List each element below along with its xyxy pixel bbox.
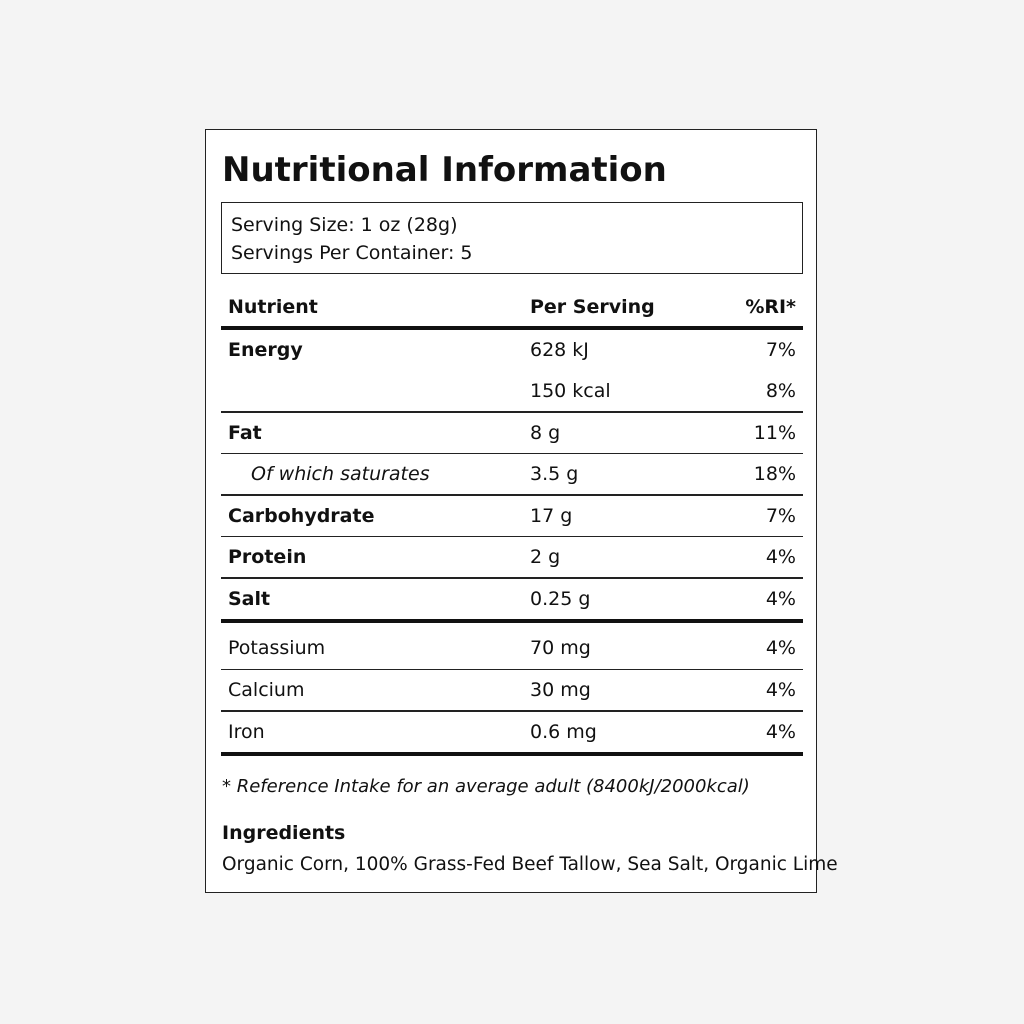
mineral-amount: 30 mg xyxy=(530,679,591,701)
mineral-amount: 0.6 mg xyxy=(530,720,597,743)
nutrient-amount: 0.25 g xyxy=(530,587,591,610)
table-row xyxy=(221,413,803,453)
nutrition-label xyxy=(205,129,838,893)
table-row xyxy=(221,537,803,577)
nutrient-ri: 8% xyxy=(765,380,796,402)
nutrient-ri: 4% xyxy=(765,546,796,568)
nutrient-name: Carbohydrate xyxy=(228,504,375,527)
table-row xyxy=(221,579,803,619)
ingredients-list: Organic Corn, 100% Grass-Fed Beef Tallow, Sea Salt, Organic Lime xyxy=(222,854,838,875)
nutrient-ri: 4% xyxy=(765,587,796,610)
column-header-ri: %RI* xyxy=(745,296,796,318)
nutrient-amount: 17 g xyxy=(530,504,573,527)
mineral-name: Calcium xyxy=(228,679,305,701)
nutrient-name: Energy xyxy=(228,339,303,361)
nutrient-name: Protein xyxy=(228,546,307,568)
table-header-row xyxy=(221,286,803,326)
nutrient-amount: 150 kcal xyxy=(530,380,611,402)
nutrient-name: Fat xyxy=(228,421,262,444)
mineral-name: Iron xyxy=(228,720,265,743)
table-row xyxy=(221,330,803,371)
table-bottom-divider xyxy=(221,752,803,756)
nutrient-table xyxy=(221,286,803,756)
serving-info-box xyxy=(221,202,803,274)
nutrient-ri: 7% xyxy=(765,504,796,527)
table-row xyxy=(221,623,803,669)
servings-per-container: Servings Per Container: 5 xyxy=(231,242,473,264)
nutrient-ri: 7% xyxy=(765,339,796,361)
serving-size: Serving Size: 1 oz (28g) xyxy=(231,214,458,236)
table-row xyxy=(221,496,803,536)
nutrient-ri: 11% xyxy=(753,421,796,444)
nutrient-name: Of which saturates xyxy=(251,463,430,485)
table-row xyxy=(221,371,803,411)
mineral-amount: 70 mg xyxy=(530,636,591,659)
mineral-ri: 4% xyxy=(765,636,796,659)
column-header-nutrient: Nutrient xyxy=(228,296,318,318)
mineral-ri: 4% xyxy=(765,720,796,743)
nutrient-ri: 18% xyxy=(753,463,796,485)
nutrient-amount: 2 g xyxy=(530,546,561,568)
nutrient-amount: 3.5 g xyxy=(530,463,579,485)
column-header-per-serving: Per Serving xyxy=(530,296,655,318)
nutrient-amount: 628 kJ xyxy=(530,339,589,361)
table-row xyxy=(221,712,803,752)
table-row xyxy=(221,454,803,494)
mineral-name: Potassium xyxy=(228,636,326,659)
nutrient-amount: 8 g xyxy=(530,421,561,444)
nutrient-name: Salt xyxy=(228,587,271,610)
ingredients-heading: Ingredients xyxy=(222,822,346,844)
reference-intake-footnote: * Reference Intake for an average adult (8400kJ/2000kcal) xyxy=(222,776,750,797)
label-title: Nutritional Information xyxy=(222,150,667,190)
table-row xyxy=(221,670,803,710)
mineral-ri: 4% xyxy=(765,679,796,701)
